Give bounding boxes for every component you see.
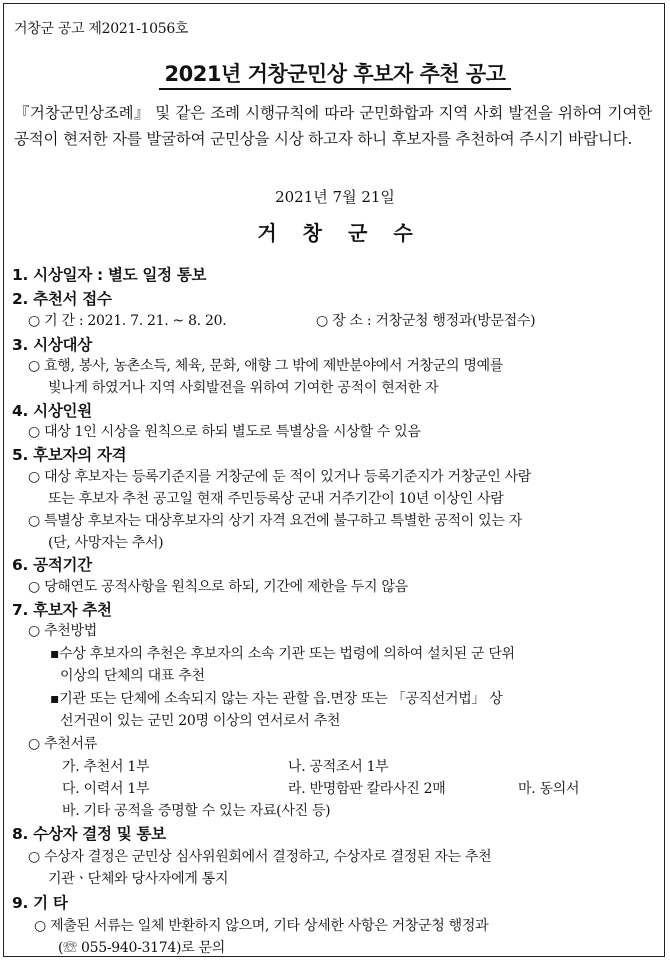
notice-title	[0, 58, 670, 88]
s7-doc-1: 가. 추천서 1부	[62, 759, 150, 775]
notice-number: 거창군 공고 제2021-1056호	[14, 21, 189, 37]
notice-date: 2021년 7월 21일	[275, 188, 395, 206]
s7-doc-6: 바. 기타 공적을 증명할 수 있는 자료(사진 등)	[62, 803, 331, 819]
s5-line-1: ○ 대상 후보자는 등록기준지를 거창군에 둔 적이 있거나 등록기준지가 거창군인 사람	[28, 469, 532, 485]
s6-line-1: ○ 당해연도 공적사항을 원칙으로 하되, 기간에 제한을 두지 않음	[28, 579, 408, 595]
notice-title-text: 2021년 거창군민상 후보자 추천 공고	[159, 62, 512, 90]
s9-line-1: ○ 제출된 서류는 일체 반환하지 않으며, 기타 상세한 사항은 거창군청 행정과	[34, 918, 489, 934]
s5-line-3: ○ 특별상 후보자는 대상후보자의 상기 자격 요건에 불구하고 특별한 공적이 있는 자	[28, 513, 522, 529]
s5-line-2: 또는 후보자 추천 공고일 현재 주민등록상 군내 거주기간이 10년 이상인 사람	[48, 491, 504, 507]
section-8-heading: 8. 수상자 결정 및 통보	[12, 825, 166, 843]
s7-method-2: ▪기관 또는 단체에 소속되지 않는 자는 관할 읍.면장 또는 「공직선거법」 상	[50, 691, 503, 707]
s7-doc-3: 다. 이력서 1부	[62, 781, 150, 797]
s7-method-label: ○ 추천방법	[28, 623, 97, 639]
s3-line-2: 빛나게 하였거나 지역 사회발전을 위하여 기여한 공적이 현저한 자	[48, 380, 439, 396]
s7-doc-5: 마. 동의서	[518, 781, 580, 797]
section-7-heading: 7. 후보자 추천	[12, 601, 112, 619]
section-6-heading: 6. 공적기간	[12, 556, 92, 574]
s2-place: ○ 장 소 : 거창군청 행정과(방문접수)	[316, 313, 536, 329]
s8-line-1: ○ 수상자 결정은 군민상 심사위원회에서 결정하고, 수상자로 결정된 자는 추천	[28, 849, 492, 865]
s7-method-2b: 선거권이 있는 군민 20명 이상의 연서로서 추천	[60, 713, 341, 729]
s7-docs-label: ○ 추천서류	[28, 736, 97, 752]
section-5-heading: 5. 후보자의 자격	[12, 446, 127, 464]
s8-line-2: 기관ㆍ단체와 당사자에게 통지	[48, 871, 229, 887]
s9-line-2: (☏ 055-940-3174)로 문의	[58, 940, 225, 956]
s4-line-1: ○ 대상 1인 시상을 원칙으로 하되 별도로 특별상을 시상할 수 있음	[28, 424, 421, 440]
intro-paragraph: 『거창군민상조례』 및 같은 조례 시행규칙에 따라 군민화합과 지역 사회 발전을 위하여 기여한 공적이 현저한 자를 발굴하여 군민상을 시상 하고자 하니 후보자를 추천하여 주시기 바랍니다.	[14, 104, 652, 148]
s7-method-1: ▪수상 후보자의 추천은 후보자의 소속 기관 또는 법령에 의하여 설치된 군 단위	[50, 646, 515, 662]
section-1-heading: 1. 시상일자 : 별도 일정 통보	[12, 266, 207, 284]
s7-doc-2: 나. 공적조서 1부	[288, 759, 389, 775]
section-3-heading: 3. 시상대상	[12, 336, 92, 354]
s2-period: ○ 기 간 : 2021. 7. 21. ~ 8. 20.	[28, 313, 227, 329]
section-4-heading: 4. 시상인원	[12, 402, 92, 420]
s7-doc-4: 라. 반명함판 칼라사진 2매	[288, 781, 446, 797]
s5-line-4: (단, 사망자는 추서)	[48, 535, 164, 551]
section-2-heading: 2. 추천서 접수	[12, 290, 112, 308]
issuer: 거창군수	[257, 221, 439, 245]
section-9-heading: 9. 기 타	[12, 894, 68, 912]
s3-line-1: ○ 효행, 봉사, 농촌소득, 체육, 문화, 애향 그 밖에 제반분야에서 거창군의 명예를	[28, 358, 504, 374]
s7-method-1b: 이상의 단체의 대표 추천	[60, 668, 205, 684]
